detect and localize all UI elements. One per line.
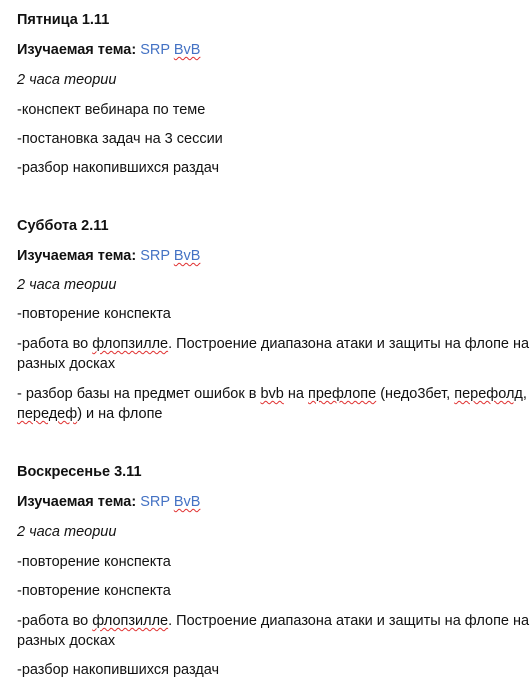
list-item (17, 335, 529, 353)
list-item (17, 385, 527, 403)
duration-text: 2 часа теории (17, 72, 117, 88)
duration-text: 2 часа теории (17, 524, 117, 540)
text-run: (недо3бет, (376, 386, 455, 402)
topic-value-bvb: BvB (173, 248, 201, 264)
topic-value-srp: SRP (140, 494, 170, 510)
list-item: -разбор накопившихся раздач (17, 662, 220, 678)
text-run: -работа во (17, 336, 93, 352)
topic-value-srp: SRP (140, 42, 170, 58)
text-run: . Построение диапазона атаки и защиты на флопе на (168, 613, 530, 629)
day-title-saturday: Суббота 2.11 (17, 218, 109, 234)
topic-line (17, 247, 200, 265)
spellcheck-word: флопзилле (92, 336, 169, 352)
topic-label: Изучаемая тема: (17, 248, 137, 264)
topic-label: Изучаемая тема: (17, 42, 137, 58)
text-run: на (283, 386, 308, 402)
spellcheck-word: флопзилле (92, 613, 169, 629)
topic-value-bvb: BvB (173, 42, 201, 58)
text-run: -работа во (17, 613, 93, 629)
list-item: -повторение конспекта (17, 554, 171, 570)
list-item: -повторение конспекта (17, 306, 171, 322)
duration-text: 2 часа теории (17, 277, 117, 293)
day-title-sunday: Воскресенье 3.11 (17, 464, 142, 480)
list-item: -постановка задач на 3 сессии (17, 131, 223, 147)
list-item: -повторение конспекта (17, 583, 171, 599)
topic-value-srp: SRP (140, 248, 170, 264)
topic-line (17, 493, 200, 511)
text-run: - разбор базы на предмет ошибок в (17, 386, 261, 402)
spellcheck-word: префлопе (308, 386, 377, 402)
list-item: -конспект вебинара по теме (17, 102, 206, 118)
list-item-continuation: разных досках (17, 356, 116, 372)
text-run: , (522, 386, 527, 402)
day-title-friday: Пятница 1.11 (17, 12, 110, 28)
list-item-continuation: разных досках (17, 633, 116, 649)
text-run: ) и на флопе (77, 406, 163, 422)
topic-value-bvb: BvB (173, 494, 201, 510)
topic-line (17, 41, 200, 59)
spellcheck-word: перефолд (454, 386, 523, 402)
spellcheck-word: передеф (17, 406, 78, 422)
list-item: -разбор накопившихся раздач (17, 160, 220, 176)
list-item-continuation (17, 405, 163, 423)
text-run: . Построение диапазона атаки и защиты на флопе на (168, 336, 530, 352)
topic-label: Изучаемая тема: (17, 494, 137, 510)
list-item (17, 612, 529, 630)
spellcheck-word: bvb (260, 386, 284, 402)
